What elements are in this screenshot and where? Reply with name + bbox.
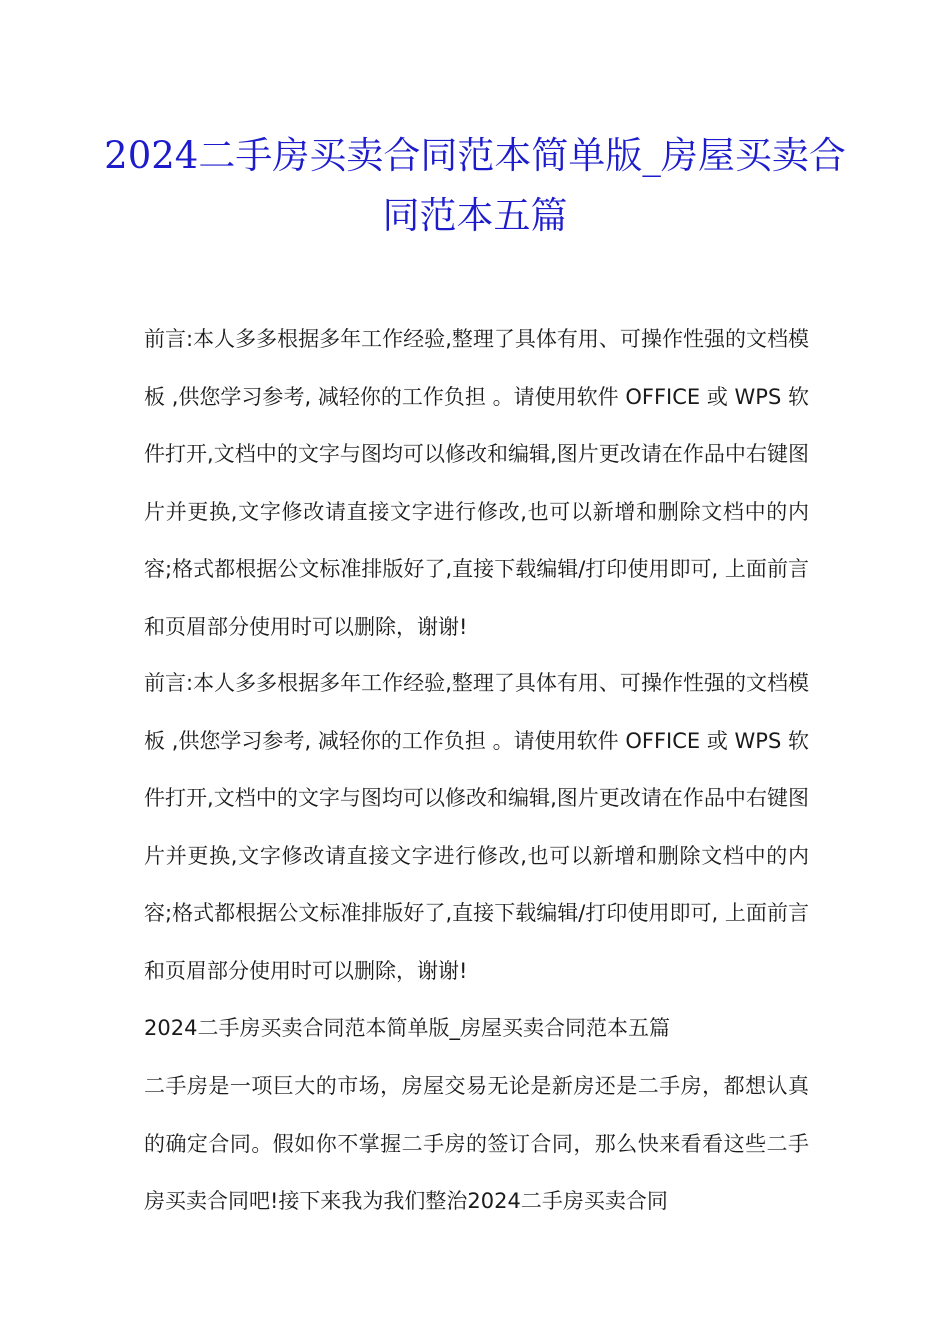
preface-paragraph: 前言:本人多多根据多年工作经验,整理了具体有用、可操作性强的文档模板 ,供您学习参考, 减轻你的工作负担 。请使用软件 OFFICE 或 WPS 软件打开,文档中的文字与图均可以修改和编辑,图片更改请在作品中右键图片并更换,文字修改请直接文字进行修改,也可以新增和删除文档中的内容;格式都根据公文标准排版好了,直接下载编辑/打印使用即可, 上面前言和页眉部分使用时可以删除，谢谢!: [144, 327, 809, 639]
document-title: 2024二手房买卖合同范本简单版_房屋买卖合同范本五篇: [104, 134, 846, 237]
preface-paragraph-repeat: 前言:本人多多根据多年工作经验,整理了具体有用、可操作性强的文档模板 ,供您学习参考, 减轻你的工作负担 。请使用软件 OFFICE 或 WPS 软件打开,文档中的文字与图均可以修改和编辑,图片更改请在作品中右键图片并更换,文字修改请直接文字进行修改,也可以新增和删除文档中的内容;格式都根据公文标准排版好了,直接下载编辑/打印使用即可, 上面前言和页眉部分使用时可以删除，谢谢!: [144, 671, 809, 983]
article-heading: 2024二手房买卖合同范本简单版_房屋买卖合同范本五篇: [144, 1016, 670, 1040]
intro-paragraph: 二手房是一项巨大的市场，房屋交易无论是新房还是二手房，都想认真的确定合同。假如你不掌握二手房的签订合同，那么快来看看这些二手房买卖合同吧!接下来我为我们整治2024二手房买卖合同: [144, 1074, 809, 1213]
